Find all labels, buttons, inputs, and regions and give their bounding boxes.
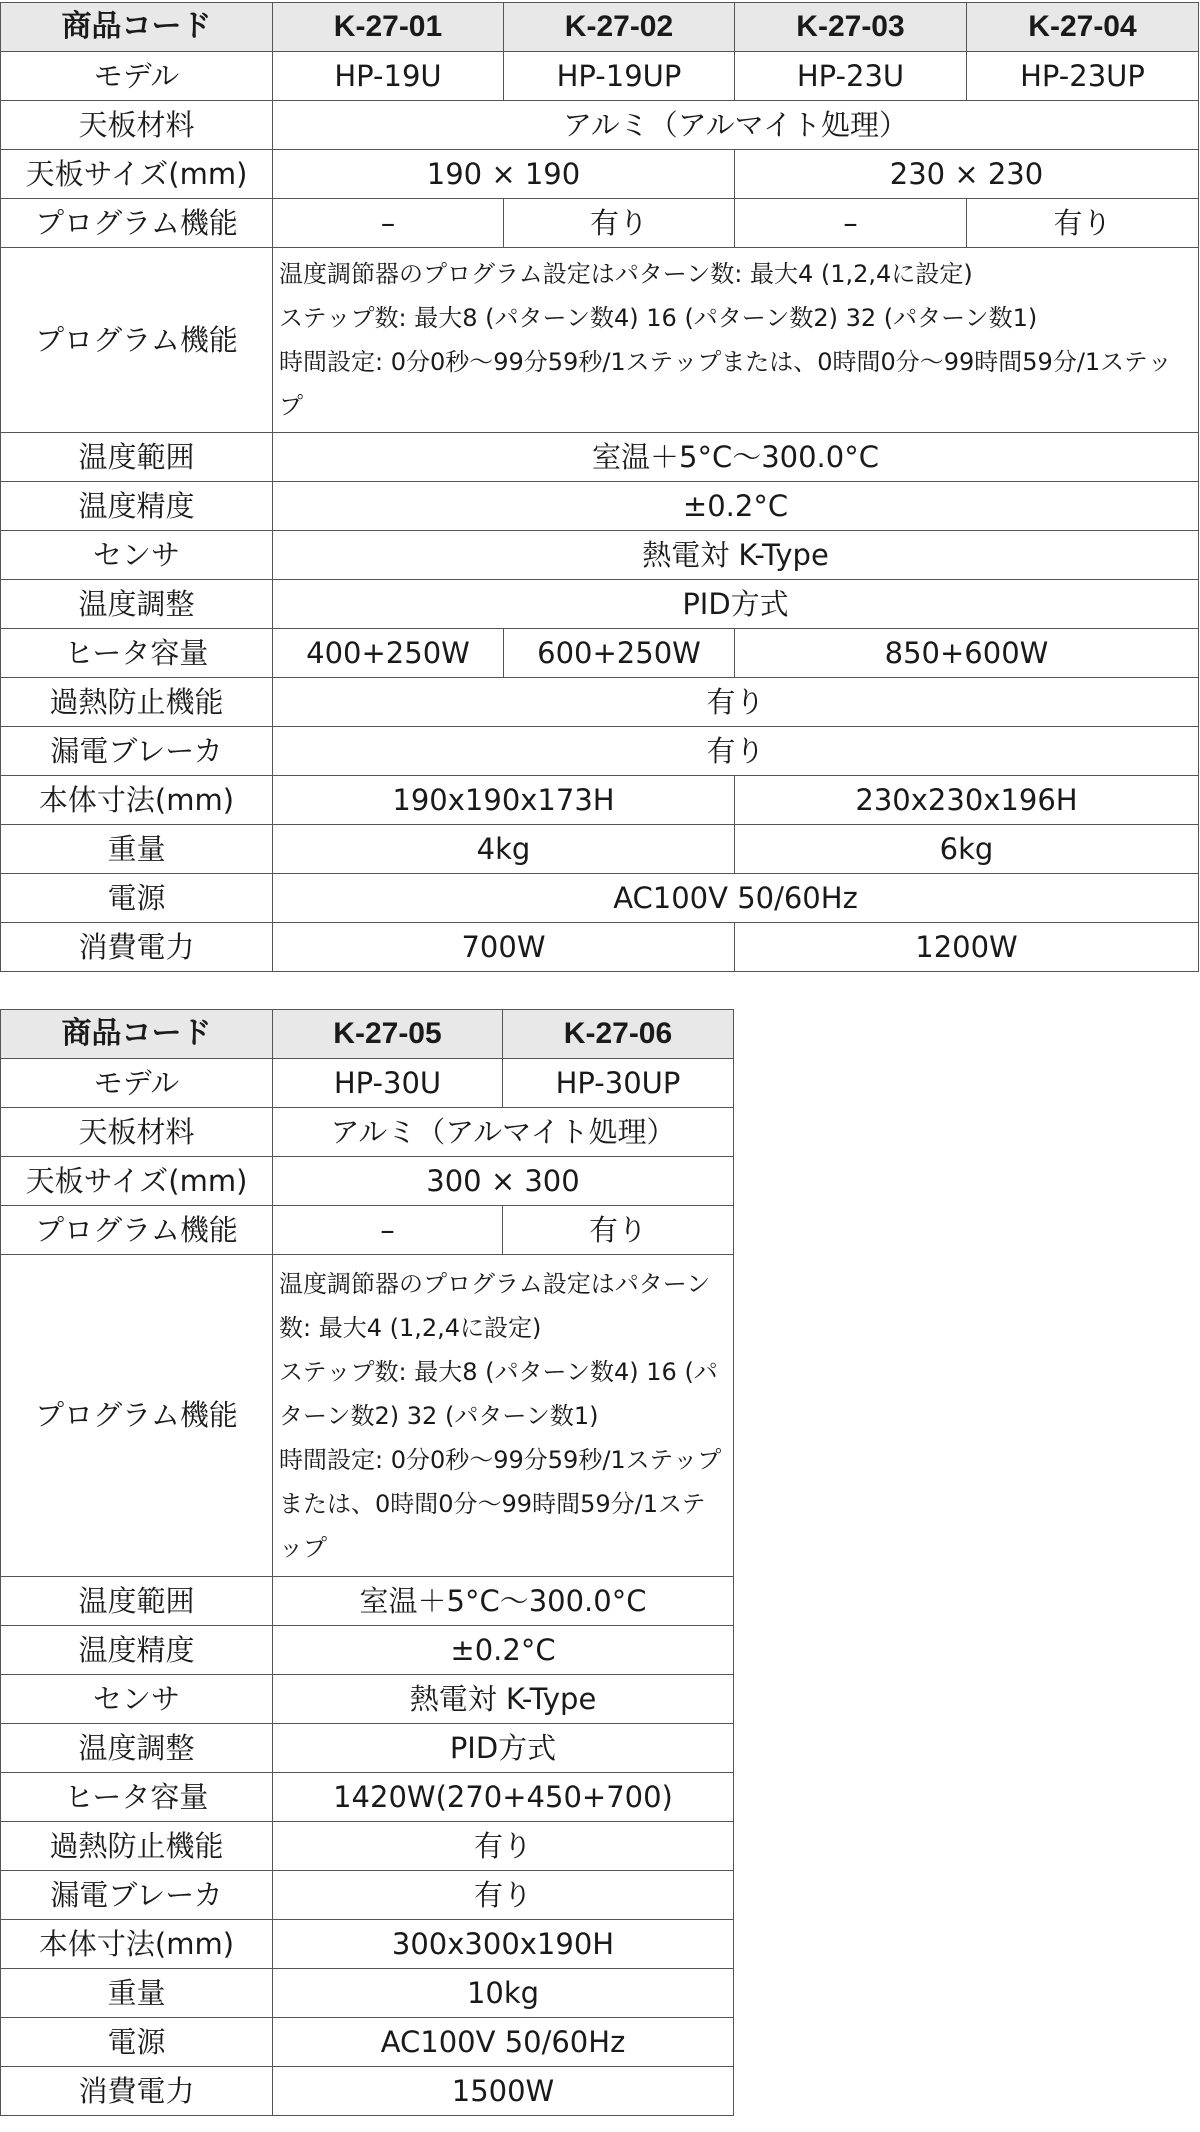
body-size-value: 230x230x196H xyxy=(735,776,1199,825)
temp-control-row xyxy=(1,580,1199,629)
weight-label: 重量 xyxy=(1,1969,273,2018)
program-row xyxy=(1,1206,734,1255)
body-size-label: 本体寸法(mm) xyxy=(1,1920,273,1969)
code-k-27-02: K-27-02 xyxy=(504,3,735,52)
material-row xyxy=(1,101,1199,150)
material-label: 天板材料 xyxy=(1,1108,273,1157)
sensor-value: 熱電対 K-Type xyxy=(273,1675,734,1724)
heater-row xyxy=(1,629,1199,678)
weight-value: 6kg xyxy=(735,825,1199,874)
body-size-row xyxy=(1,776,1199,825)
program-detail-line: ステップ数: 最大8 (パターン数4) 16 (パターン数2) 32 (パターン数1) xyxy=(279,1357,718,1430)
temp-range-label: 温度範囲 xyxy=(1,433,273,482)
weight-row xyxy=(1,1969,734,2018)
model-value: HP-30U xyxy=(273,1059,503,1108)
temp-accuracy-value: ±0.2°C xyxy=(273,482,1199,531)
program-label: プログラム機能 xyxy=(1,199,273,248)
temp-accuracy-row xyxy=(1,1626,734,1675)
temp-accuracy-row xyxy=(1,482,1199,531)
program-detail-text xyxy=(273,248,1199,433)
temp-accuracy-label: 温度精度 xyxy=(1,1626,273,1675)
program-detail-line: 温度調節器のプログラム設定はパターン数: 最大4 (1,2,4に設定) xyxy=(279,260,973,288)
temp-control-label: 温度調整 xyxy=(1,1724,273,1773)
sensor-label: センサ xyxy=(1,531,273,580)
temp-control-value: PID方式 xyxy=(273,580,1199,629)
material-row xyxy=(1,1108,734,1157)
consumption-value: 1200W xyxy=(735,923,1199,972)
temp-range-row xyxy=(1,1577,734,1626)
temp-accuracy-label: 温度精度 xyxy=(1,482,273,531)
code-k-27-04: K-27-04 xyxy=(967,3,1199,52)
program-detail-label: プログラム機能 xyxy=(1,1255,273,1577)
temp-accuracy-value: ±0.2°C xyxy=(273,1626,734,1675)
program-value: 有り xyxy=(504,199,735,248)
overheat-label: 過熱防止機能 xyxy=(1,1822,273,1871)
weight-value: 4kg xyxy=(273,825,735,874)
breaker-row xyxy=(1,1871,734,1920)
power-value: AC100V 50/60Hz xyxy=(273,2018,734,2067)
program-detail-line: ステップ数: 最大8 (パターン数4) 16 (パターン数2) 32 (パターン数1) xyxy=(279,304,1038,332)
heater-value: 600+250W xyxy=(504,629,735,678)
heater-value: 400+250W xyxy=(273,629,504,678)
model-value: HP-23UP xyxy=(967,52,1199,101)
product-code-header: 商品コード xyxy=(1,3,273,52)
material-label: 天板材料 xyxy=(1,101,273,150)
breaker-value: 有り xyxy=(273,727,1199,776)
overheat-value: 有り xyxy=(273,1822,734,1871)
temp-control-label: 温度調整 xyxy=(1,580,273,629)
breaker-value: 有り xyxy=(273,1871,734,1920)
material-value: アルミ（アルマイト処理） xyxy=(273,1108,734,1157)
plate-size-label: 天板サイズ(mm) xyxy=(1,1157,273,1206)
model-row xyxy=(1,52,1199,101)
heater-label: ヒータ容量 xyxy=(1,1773,273,1822)
heater-value: 850+600W xyxy=(735,629,1199,678)
temp-range-label: 温度範囲 xyxy=(1,1577,273,1626)
program-detail-label: プログラム機能 xyxy=(1,248,273,433)
heater-row xyxy=(1,1773,734,1822)
program-label: プログラム機能 xyxy=(1,1206,273,1255)
program-value: – xyxy=(273,1206,503,1255)
code-k-27-01: K-27-01 xyxy=(273,3,504,52)
weight-label: 重量 xyxy=(1,825,273,874)
consumption-row xyxy=(1,923,1199,972)
sensor-row xyxy=(1,531,1199,580)
material-value: アルミ（アルマイト処理） xyxy=(273,101,1199,150)
heater-label: ヒータ容量 xyxy=(1,629,273,678)
sensor-row xyxy=(1,1675,734,1724)
temp-range-row xyxy=(1,433,1199,482)
sensor-value: 熱電対 K-Type xyxy=(273,531,1199,580)
body-size-value: 300x300x190H xyxy=(273,1920,734,1969)
breaker-label: 漏電ブレーカ xyxy=(1,727,273,776)
model-value: HP-19U xyxy=(273,52,504,101)
weight-value: 10kg xyxy=(273,1969,734,2018)
plate-size-value: 190 × 190 xyxy=(273,150,735,199)
overheat-label: 過熱防止機能 xyxy=(1,678,273,727)
plate-size-row xyxy=(1,1157,734,1206)
plate-size-row xyxy=(1,150,1199,199)
consumption-label: 消費電力 xyxy=(1,2067,273,2116)
model-value: HP-19UP xyxy=(504,52,735,101)
consumption-label: 消費電力 xyxy=(1,923,273,972)
temp-control-value: PID方式 xyxy=(273,1724,734,1773)
overheat-value: 有り xyxy=(273,678,1199,727)
plate-size-value: 230 × 230 xyxy=(735,150,1199,199)
program-detail-row xyxy=(1,248,1199,433)
model-label: モデル xyxy=(1,52,273,101)
body-size-row xyxy=(1,1920,734,1969)
program-value: 有り xyxy=(503,1206,734,1255)
weight-row xyxy=(1,825,1199,874)
program-value: 有り xyxy=(967,199,1199,248)
plate-size-value: 300 × 300 xyxy=(273,1157,734,1206)
sensor-label: センサ xyxy=(1,1675,273,1724)
temp-range-value: 室温＋5°C〜300.0°C xyxy=(273,433,1199,482)
spec-table-k27-05-06 xyxy=(0,1009,734,2116)
code-k-27-03: K-27-03 xyxy=(735,3,967,52)
model-value: HP-30UP xyxy=(503,1059,734,1108)
overheat-row xyxy=(1,678,1199,727)
body-size-value: 190x190x173H xyxy=(273,776,735,825)
program-value: – xyxy=(273,199,504,248)
model-row xyxy=(1,1059,734,1108)
code-k-27-05: K-27-05 xyxy=(273,1010,503,1059)
power-label: 電源 xyxy=(1,2018,273,2067)
program-detail-row xyxy=(1,1255,734,1577)
consumption-value: 700W xyxy=(273,923,735,972)
consumption-value: 1500W xyxy=(273,2067,734,2116)
power-value: AC100V 50/60Hz xyxy=(273,874,1199,923)
code-k-27-06: K-27-06 xyxy=(503,1010,734,1059)
power-row xyxy=(1,2018,734,2067)
overheat-row xyxy=(1,1822,734,1871)
breaker-label: 漏電ブレーカ xyxy=(1,1871,273,1920)
breaker-row xyxy=(1,727,1199,776)
spec-table-k27-01-04 xyxy=(0,2,1199,972)
product-code-header: 商品コード xyxy=(1,1010,273,1059)
model-label: モデル xyxy=(1,1059,273,1108)
program-detail-line: 時間設定: 0分0秒〜99分59秒/1ステップまたは、0時間0分〜99時間59分/1ステップ xyxy=(279,1445,722,1562)
body-size-label: 本体寸法(mm) xyxy=(1,776,273,825)
program-detail-line: 温度調節器のプログラム設定はパターン数: 最大4 (1,2,4に設定) xyxy=(279,1269,711,1342)
power-row xyxy=(1,874,1199,923)
heater-value: 1420W(270+450+700) xyxy=(273,1773,734,1822)
power-label: 電源 xyxy=(1,874,273,923)
plate-size-label: 天板サイズ(mm) xyxy=(1,150,273,199)
header-row xyxy=(1,3,1199,52)
consumption-row xyxy=(1,2067,734,2116)
temp-range-value: 室温＋5°C〜300.0°C xyxy=(273,1577,734,1626)
program-detail-text xyxy=(273,1255,734,1577)
program-row xyxy=(1,199,1199,248)
program-value: – xyxy=(735,199,967,248)
temp-control-row xyxy=(1,1724,734,1773)
program-detail-line: 時間設定: 0分0秒〜99分59秒/1ステップまたは、0時間0分〜99時間59分/1ステップ xyxy=(279,348,1172,420)
header-row xyxy=(1,1010,734,1059)
model-value: HP-23U xyxy=(735,52,967,101)
